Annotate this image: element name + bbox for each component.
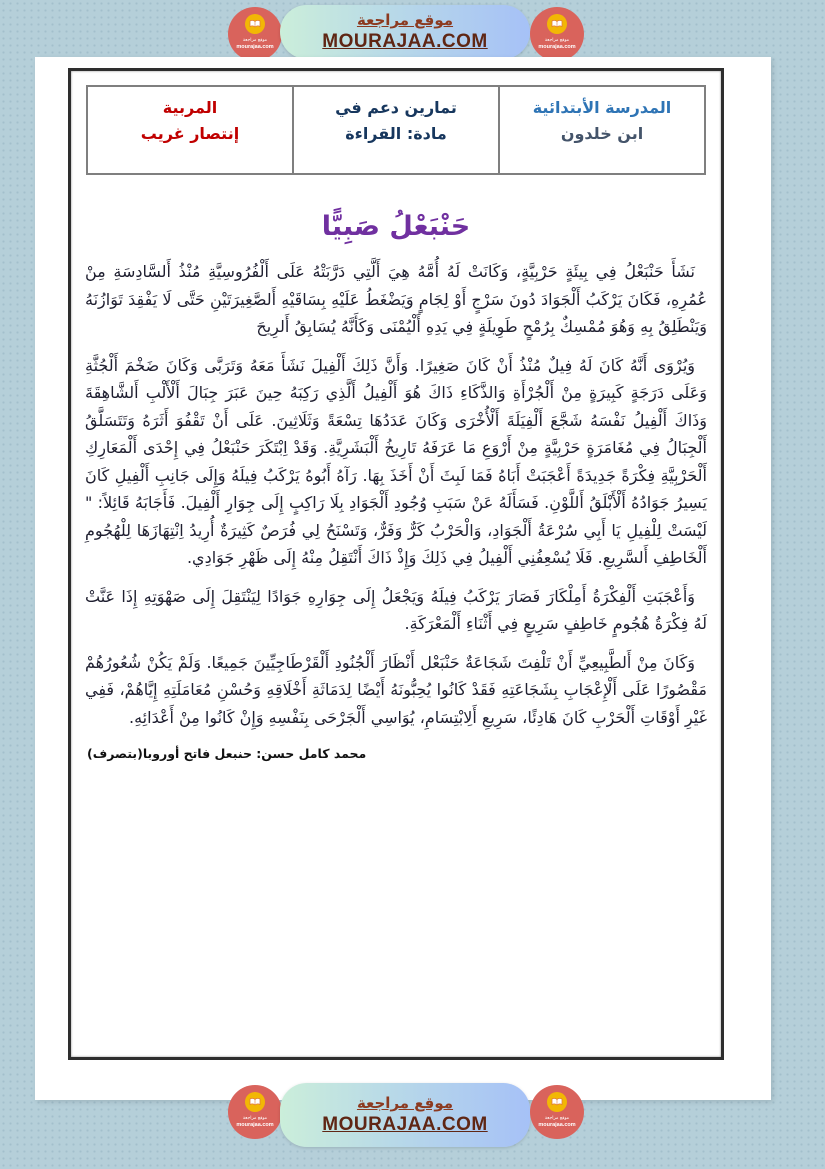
site-name-arabic-link[interactable]: موقع مراجعة bbox=[356, 11, 454, 29]
worksheet-page bbox=[35, 57, 771, 1100]
badge-site-name: موقع مراجعة bbox=[242, 38, 268, 43]
badge-site-name: موقع مراجعة bbox=[242, 1116, 268, 1121]
site-domain-link[interactable]: MOURAJAA.COM bbox=[322, 1114, 488, 1135]
document-border-frame bbox=[68, 68, 724, 1060]
badge-site-domain: mourajaa.com bbox=[538, 44, 576, 50]
teacher-title: المربية bbox=[162, 98, 218, 117]
badge-site-domain: mourajaa.com bbox=[236, 44, 274, 50]
site-logo-badge bbox=[228, 1085, 282, 1139]
subject-line2: مادة: القراءة bbox=[345, 124, 447, 143]
school-name-line1: المدرسة الأبتدائية bbox=[532, 98, 672, 117]
badge-site-name: موقع مراجعة bbox=[544, 38, 570, 43]
badge-site-domain: mourajaa.com bbox=[236, 1122, 274, 1128]
paragraph-2: وَيُرْوَى أَنَّهُ كَانَ لَهُ فِيلٌ مُنْذُ أَنْ كَانَ صَغِيرًا. وَأَنَّ ذَلِكَ أَلْفِيلَ نَشَأَ مَعَهُ وَتَرَبَّى وَكَانَ ضَخْمَ أَلْجُثَّةِ وَعَلَى دَرَجَةٍ كَبِيرَةٍ مِنْ أَلْجُرْأَةِ وَالذَّكَاءِ ذَاكَ هُوَ أَلْفِيلُ أَلَّذِي رَكِبَهُ حِينَ عَبَرَ جِبَالَ أَلْأَلْبِ أَلشَّاهِقَةَ وَذَاكَ أَلْفِيلُ نَفْسَهُ شَجَّعَ أَلْفِيَلَةَ أَلْأُخْرَى وَكَانَ عَدَدُهَا تِسْعَةً وَثَلَاثِينَ. عَلَى أَنْ تَقْفُوَ أَثَرَهُ وَتَتَسَلَّقُ أَلْجِبَالُ فِي مُغَامَرَةٍ حَرْبِيَّةٍ مِنْ أَرْوَعِ مَا عَرَفَهُ تَارِيخُ أَلْبَشَرِيَّةِ. وَقَدْ اِبْتَكَرَ حَنْبَعْلُ فِي إِحْدَى أَلْمَعَارِكِ أَلْحَرْبِيَّةِ فِكْرَةً جَدِيدَةً أَعْجَبَتْ أَبَاهُ فَمَا لَبِثَ أَنْ أَخَذَ بِهَا. رَآهُ أَبُوهُ يَرْكَبُ فِيلَهُ وَإِلَى جَانِبِ أَلْفِيلِ كَانَ يَسِيرُ جَوَادُهُ أَلْأَبْلَقُ أَللَّوْنِ. فَسَأَلَهُ عَنْ سَبَبِ وُجُودِ أَلْجَوَادِ بِلَا رَاكِبٍ إِلَى جِوَارِ أَلْفِيلَ. فَأَجَابَهُ قَائِلاً: " لَيْسَتْ لِلْفِيلِ يَا أَبِي سُرْعَةُ أَلْجَوَادِ، وَالْحَرْبُ كَرٌّ وَفَرٌّ، وَتَسْنَحُ لِي فُرَصٌ كَثِيرَةٌ أُرِيدُ اِنْتِهَازَهَا لِلْهُجُومِ أَلْخَاطِفِ أَلسَّرِيعِ. فَلَا يُسْعِفُنِي أَلْفِيلُ فِي ذَلِكَ وَإِذْ ذَاكَ أَنْتَقِلُ مِنْهُ إِلَى ظَهْرِ جَوَادِي. bbox=[85, 355, 707, 567]
worksheet-header-table bbox=[86, 85, 706, 175]
site-banner-pill[interactable] bbox=[280, 5, 530, 59]
book-logo-icon bbox=[245, 1092, 265, 1112]
book-logo-icon bbox=[547, 1092, 567, 1112]
site-logo-badge bbox=[530, 7, 584, 61]
book-logo-icon bbox=[245, 14, 265, 34]
badge-site-domain: mourajaa.com bbox=[538, 1122, 576, 1128]
table-row bbox=[87, 86, 705, 174]
badge-site-name: موقع مراجعة bbox=[544, 1116, 570, 1121]
bottom-site-banner bbox=[228, 1083, 588, 1149]
teacher-cell bbox=[87, 86, 293, 174]
book-logo-icon bbox=[547, 14, 567, 34]
source-attribution: محمد كامل حسن: حنبعل فاتح أوروبا(بتصرف) bbox=[87, 746, 367, 761]
site-logo-badge bbox=[228, 7, 282, 61]
reading-text bbox=[71, 242, 721, 731]
paragraph-4: وَكَانَ مِنْ أَلطَّبِيعِيِّ أَنْ تَلْفِتَ شَجَاعَةٌ حَنْبَعْل أَنْظَارَ أَلْجُنُودِ أَلْقَرْطَاجِيِّينَ جَمِيعًا. وَلَمْ يَكُنْ شُعُورُهُمْ مَقْصُورًا عَلَى أَلْإِعْجَابِ بِشَجَاعَتِهِ فَقَدْ كَانُوا يُحِبُّونَهُ أَيْضًا لِدَمَاثَةِ أَخْلَاقِهِ وَحُسْنِ مُعَامَلَتِهِ إِيَّاهُمْ، فَفِي غَيْرِ أَوْقَاتِ أَلْحَرْبِ كَانَ هَادِئًا، سَرِيعِ أَلِابْتِسَامِ، يُوَاسِي أَلْجَرْحَى بِنَفْسِهِ وَإِنْ كَانُوا مِنْ أَعْدَائِهِ. bbox=[85, 652, 707, 727]
subject-line1: تمارين دعم في bbox=[335, 98, 457, 117]
site-domain-link[interactable]: MOURAJAA.COM bbox=[322, 31, 488, 52]
school-name-cell bbox=[499, 86, 705, 174]
school-name-line2: ابن خلدون bbox=[560, 124, 644, 143]
site-banner-pill[interactable] bbox=[280, 1083, 530, 1147]
subject-cell bbox=[293, 86, 499, 174]
paragraph-1: نَشَأَ حَنْبَعْلُ فِي بِيئَةٍ حَرْبِيَّةٍ، وَكَانَتْ لَهُ أُمَّهُ هِيَ أَلَّتِي دَرَّبَتْهُ عَلَى أَلْفُرُوسِيَّةِ مُنْذُ أَلسَّادِسَةِ مِنْ عُمُرِهِ، فَكَانَ يَرْكَبُ أَلْجَوَادَ دُونَ سَرْجٍ أَوْ لِجَامٍ وَيَضْغَطُ عَلَيْهِ بِسَاقَيْهِ أَلصَّغِيرَتَيْنِ حَتَّى لَا يَفْقِدَ تَوَازُنَهُ وَيَنْطَلِقُ بِهِ وَهُوَ مُمْسِكٌ بِرُمْحٍ طَوِيلَةٍ فِي يَدِهِ أَلْيُمْنَى وَكَأَنَّهُ يُسَابِقُ أَلرِيحَ bbox=[85, 262, 707, 336]
page-title: حَنْبَعْلُ صَبِيًّا bbox=[321, 211, 471, 242]
site-logo-badge bbox=[530, 1085, 584, 1139]
teacher-name: إنتصار غريب bbox=[140, 124, 240, 143]
paragraph-3: وَأَعْجَبَتِ أَلْفِكْرَةُ أَمِلْكَارَ فَصَارَ يَرْكَبُ فِيلَهُ وَيَجْعَلُ إِلَى جِوَارِهِ جَوَادًا لِيَنْتَقِلَ إِلَى صَهْوَتِهِ إِذَا عَنَّتْ لَهُ فِكْرَةُ هُجُومٍ خَاطِفٍ سَرِيعٍ فِي أَثْنَاءِ أَلْمَعْرَكَةِ. bbox=[85, 586, 707, 633]
site-name-arabic-link[interactable]: موقع مراجعة bbox=[356, 1094, 454, 1112]
